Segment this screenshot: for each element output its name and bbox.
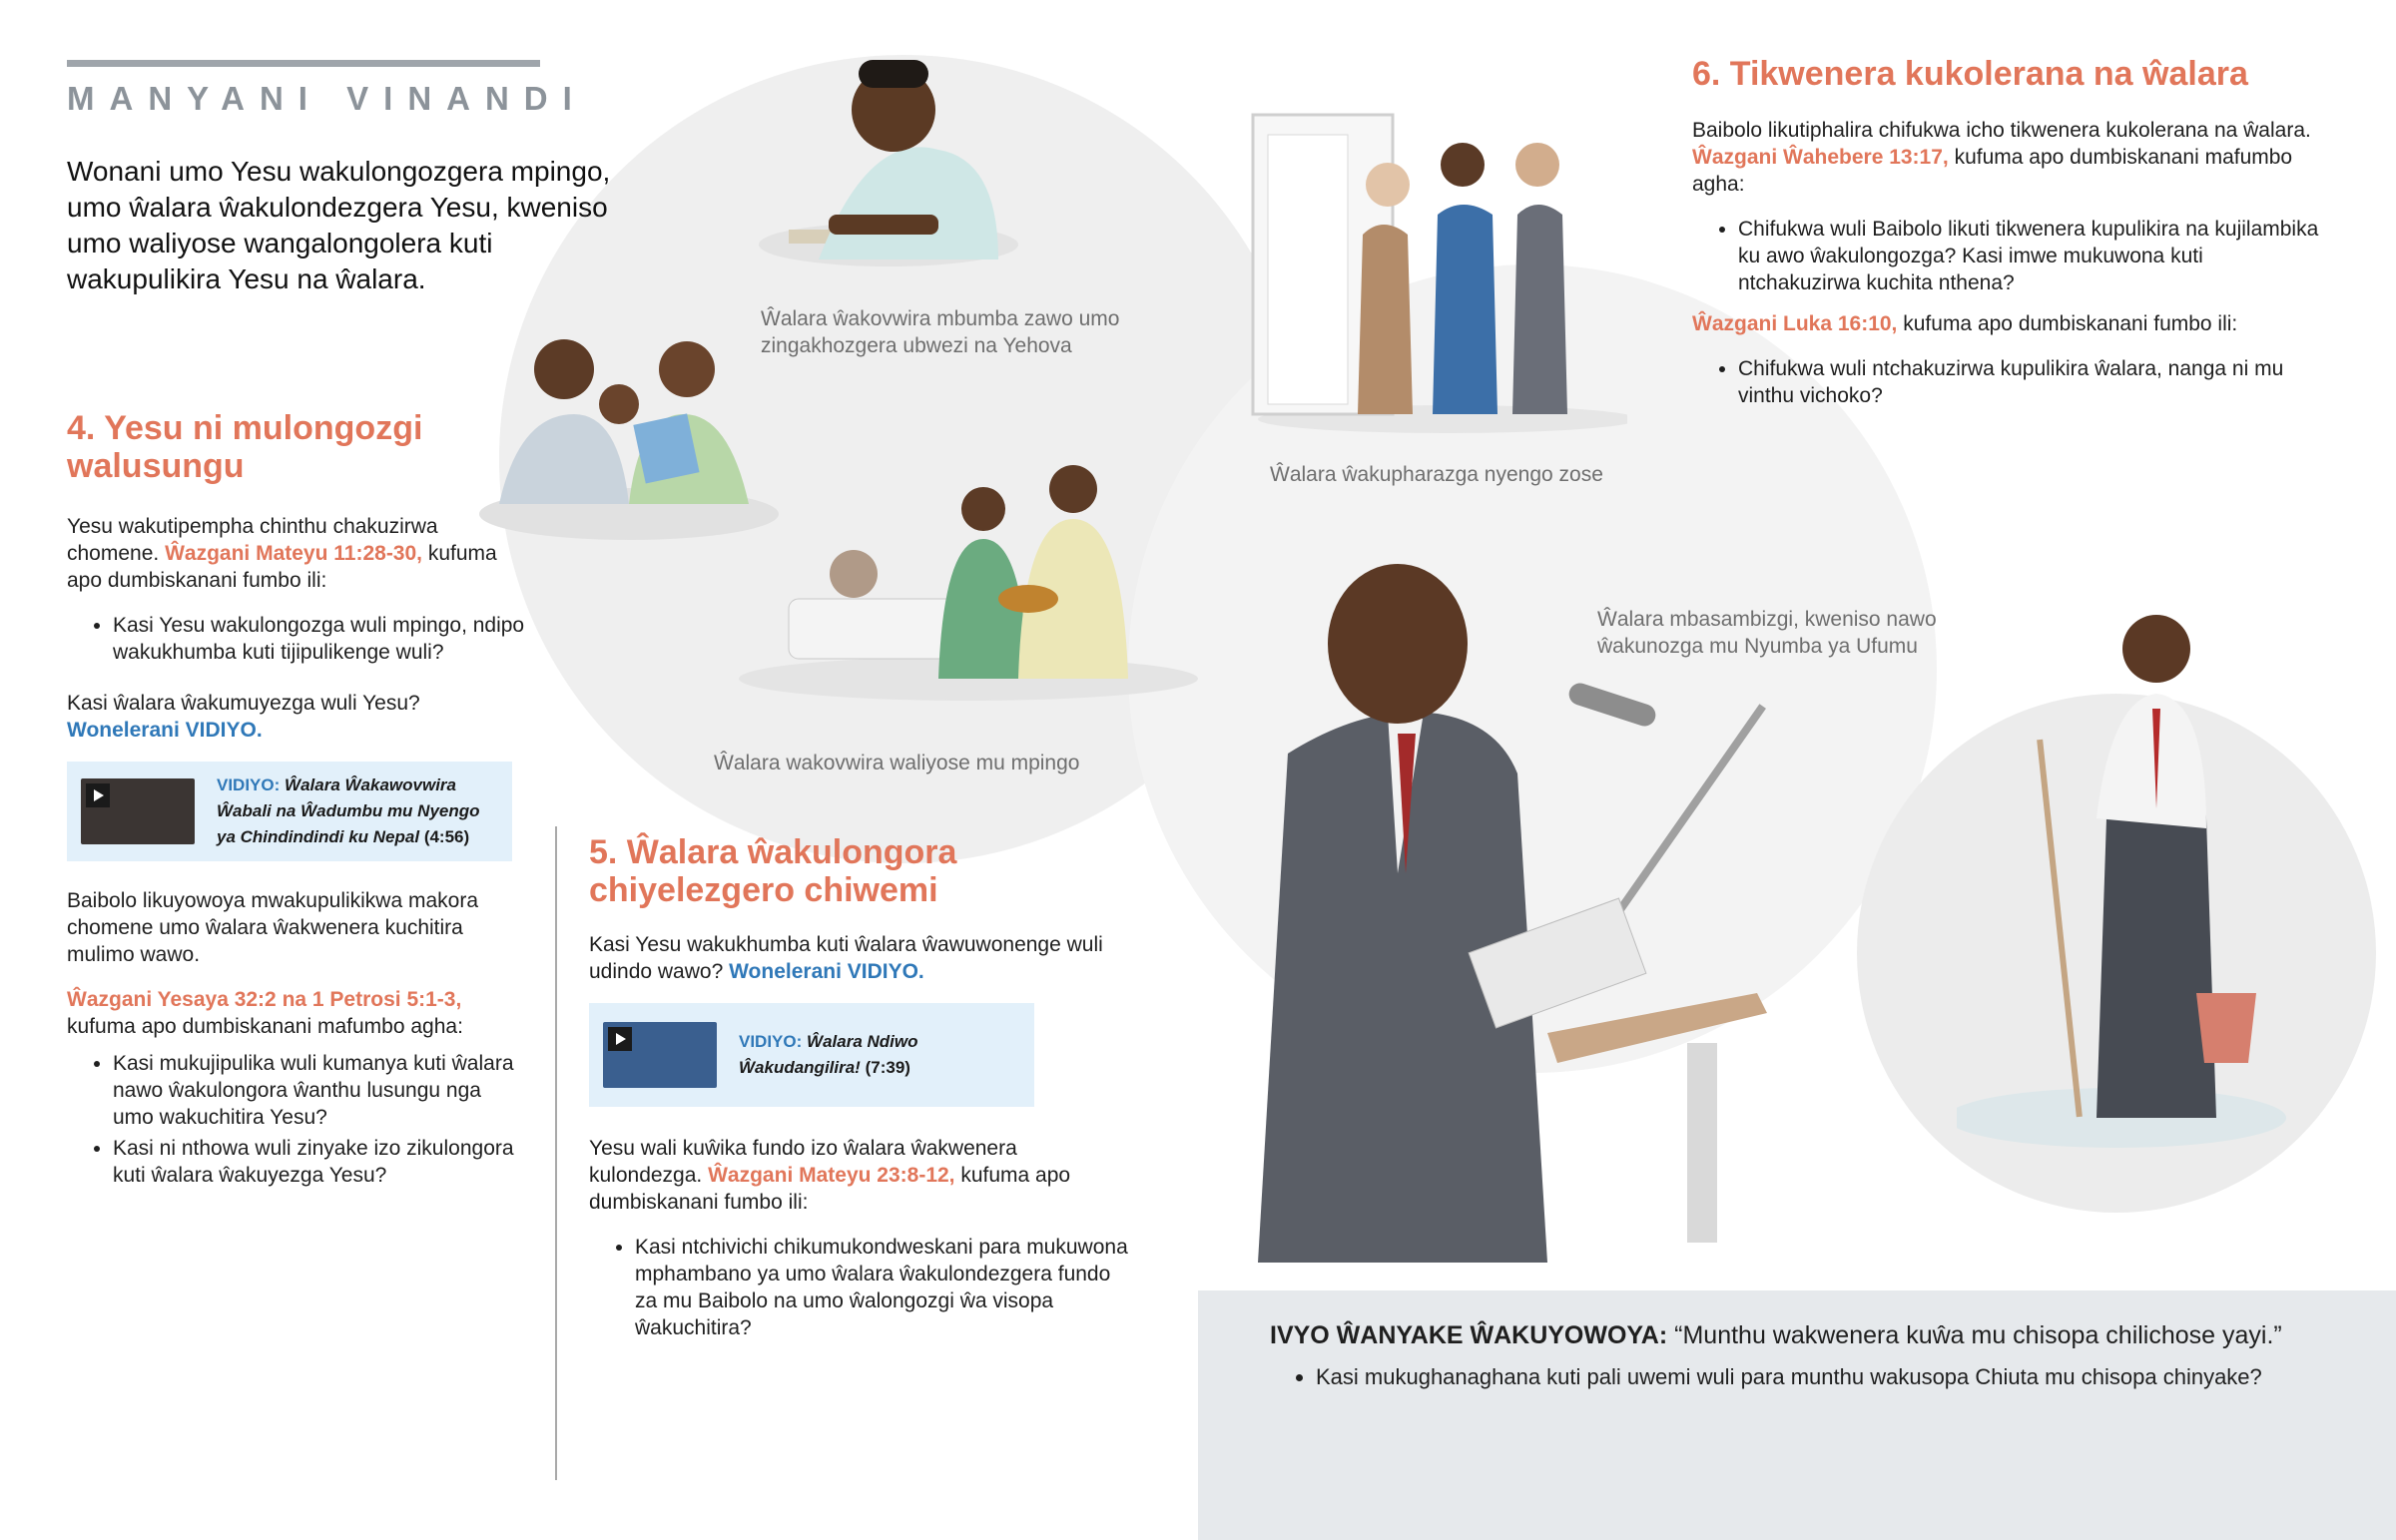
question-item: • Kasi mukujipulika wuli kumanya kuti ŵalara nawo ŵakulongora ŵanthu lusungu nga umo wakuchitira Yesu? (113, 1050, 526, 1131)
question-item: • Kasi ni nthowa wuli zinyake izo zikulongora kuti ŵalara ŵakuyezga Yesu? (113, 1135, 526, 1189)
man-reading-bible-illustration (699, 30, 1028, 289)
hospital-visit-illustration (729, 449, 1198, 709)
door-to-door-preaching-illustration (1248, 105, 1627, 434)
video-card-nepal[interactable] (67, 762, 512, 861)
intro-text: Wonani umo Yesu wakulongozgera mpingo, umo ŵalara ŵakulondezgera Yesu, kweniso umo waliyose wangalongolera kuti wakupulikira Yesu na ŵalara. (67, 156, 611, 294)
page-kicker: MANYANI VINANDI (67, 80, 587, 117)
video-card-elders[interactable] (589, 1003, 1034, 1107)
section-4-questions-1 (67, 612, 526, 666)
section-4-heading: 4. Yesu ni mulongozgi walusungu (67, 409, 423, 485)
section-6-heading: 6. Tikwenera kukolerana na ŵalara (1692, 55, 2248, 93)
question-item: • Chifukwa wuli ntchakuzirwa kupulikira ŵalara, nanga ni mu vinthu vichoko? (1738, 355, 2321, 409)
others-say-questions (1270, 1363, 2394, 1394)
section-4-paragraph-2: Kasi ŵalara ŵakumuyezga wuli Yesu? Wonelerani VIDIYO. (67, 692, 420, 742)
others-say-label: IVYO ŴANYAKE ŴAKUYOWOYA: (1270, 1321, 1668, 1349)
question-item: • Kasi Yesu wakulongozga wuli mpingo, ndipo wakukhumba kuti tijipulikenge wuli? (113, 612, 526, 666)
section-6-paragraph-1: Baibolo likutiphalira chifukwa icho tikwenera kukolerana na ŵalara. Ŵazgani Ŵahebere 13:17, kufuma apo dumbiskanani mafumbo agha: (1692, 119, 2311, 196)
scripture-ref-isaiah-peter[interactable]: Ŵazgani Yesaya 32:2 na 1 Petrosi 5:1-3, (67, 988, 462, 1011)
elder-cleaning-illustration (1957, 599, 2286, 1148)
question-item: • Kasi ntchivichi chikumukondweskani para mukuwona mphambano ya umo ŵalara ŵakulondezgera fundo za mu Baibolo na umo ŵalongozgi ŵa visopa ŵakuchitira? (635, 1234, 1128, 1341)
header-rule (67, 60, 540, 67)
video-duration: (4:56) (423, 827, 470, 846)
section-6 (1692, 55, 2321, 423)
section-4-paragraph-3: Baibolo likuyowoya mwakupulikikwa makora chomene umo ŵalara ŵakwenera kuchitira mulimo wawo. (67, 889, 479, 966)
section-5 (589, 833, 1128, 1355)
section-6-questions-1 (1692, 216, 2321, 296)
column-divider (555, 826, 557, 1480)
section-5-paragraph-1: Kasi Yesu wakukhumba kuti ŵalara ŵawuwonenge wuli udindo wawo? Wonelerani VIDIYO. (589, 933, 1103, 983)
caption-door-to-door: Ŵalara ŵakupharazga nyengo zose (1270, 463, 1603, 486)
section-4-paragraph-4: Ŵazgani Yesaya 32:2 na 1 Petrosi 5:1-3, kufuma apo dumbiskanani mafumbo agha: (67, 988, 463, 1038)
scripture-ref-matthew-11[interactable]: Ŵazgani Mateyu 11:28-30, (165, 542, 423, 565)
play-icon[interactable] (86, 783, 110, 807)
caption-hospital-visit: Ŵalara wakovwira waliyose mu mpingo (714, 752, 1080, 774)
section-4-questions-2 (67, 1050, 526, 1189)
caption-family-reading: Ŵalara ŵakovwira mbumba zawo umo zingakhozgera ubwezi na Yehova (761, 307, 1120, 357)
watch-video-link[interactable]: Wonelerani VIDIYO. (67, 719, 263, 742)
scripture-ref-hebrews-13[interactable]: Ŵazgani Ŵahebere 13:17, (1692, 146, 1949, 169)
video-title[interactable]: Ŵalara Ŵakawovwira Ŵabali na Ŵadumbu mu Nyengo ya Chindindindi ku Nepal (217, 775, 480, 846)
question-item: • Chifukwa wuli Baibolo likuti tikwenera kupulikira na kujilambika ku awo ŵakulongozga? Kasi imwe mukuwona kuti ntchakuzirwa kuchita nthena? (1738, 216, 2321, 296)
question-item: • Kasi mukughanaghana kuti pali uwemi wuli para munthu wakusopa Chiuta mu chisopa chinyake? (1316, 1363, 2394, 1390)
scripture-ref-matthew-23[interactable]: Ŵazgani Mateyu 23:8-12, (708, 1164, 955, 1187)
section-6-paragraph-2: Ŵazgani Luka 16:10, kufuma apo dumbiskanani fumbo ili: (1692, 312, 2238, 335)
section-5-heading: 5. Ŵalara ŵakulongora chiyelezgero chiwemi (589, 833, 957, 909)
section-5-paragraph-2: Yesu wali kuŵika fundo izo ŵalara ŵakwenera kulondezga. Ŵazgani Mateyu 23:8-12, kufuma apo dumbiskanani fumbo ili: (589, 1137, 1071, 1214)
watch-video-link[interactable]: Wonelerani VIDIYO. (729, 960, 924, 983)
section-5-questions (589, 1234, 1128, 1341)
video-label: VIDIYO: (217, 775, 281, 794)
video-thumbnail[interactable] (603, 1022, 717, 1088)
others-say-quote: “Munthu wakwenera kuŵa mu chisopa chilichose yayi.” (1674, 1321, 2282, 1349)
section-4 (67, 409, 526, 1203)
scripture-ref-luke-16[interactable]: Ŵazgani Luka 16:10, (1692, 312, 1898, 335)
section-4-paragraph-1: Yesu wakutipempha chinthu chakuzirwa chomene. Ŵazgani Mateyu 11:28-30, kufuma apo dumbiskanani fumbo ili: (67, 515, 497, 592)
video-duration: (7:39) (865, 1058, 910, 1077)
others-say-statement (1270, 1319, 2348, 1351)
video-title[interactable]: Ŵalara Ndiwo Ŵakudangilira! (739, 1032, 918, 1077)
play-icon[interactable] (608, 1027, 632, 1051)
video-thumbnail[interactable] (81, 778, 195, 844)
section-6-questions-2 (1692, 355, 2321, 409)
caption-speaker: Ŵalara mbasambizgi, kweniso nawo ŵakunozga mu Nyumba ya Ufumu (1597, 608, 1937, 658)
video-label: VIDIYO: (739, 1032, 803, 1051)
